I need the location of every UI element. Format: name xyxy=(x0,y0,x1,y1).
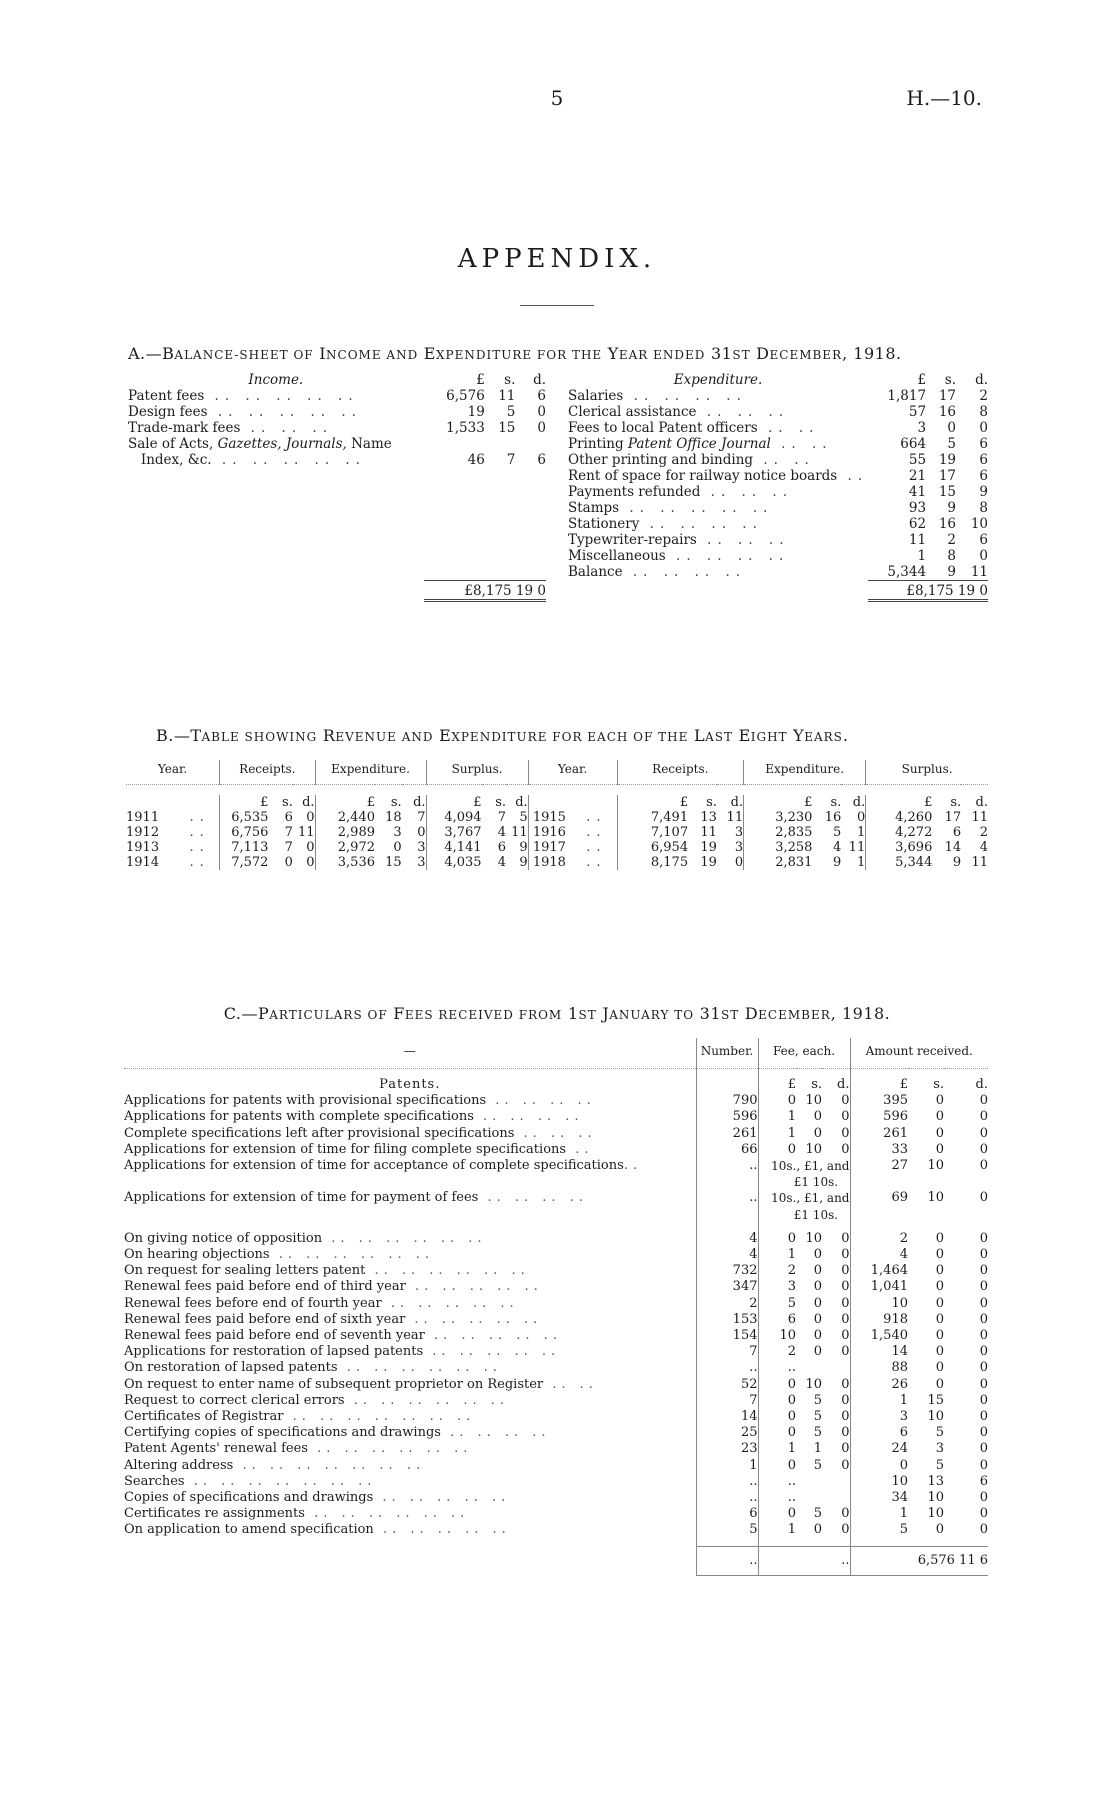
fees-total: 6,576 11 6 xyxy=(850,1547,988,1576)
income-table xyxy=(128,372,546,602)
total-row: .. .. 6,576 11 6 xyxy=(124,1547,988,1576)
table-row: Applications for patents with provisional specifications .. .. .. .. 790 0 10 0 395 0 0 xyxy=(124,1093,988,1109)
expenditure-row: Balance .. .. .. .. 5,344 9 11 xyxy=(568,564,988,580)
section-b-heading: B.—TABLE SHOWING REVENUE AND EXPENDITURE FOR EACH OF THE LAST EIGHT YEARS. xyxy=(156,726,849,745)
income-row: Sale of Acts, Gazettes, Journals, Name Index, &c. .. .. .. .. .. 46 7 6 xyxy=(128,436,546,468)
fees-table xyxy=(124,1038,988,1576)
income-row: Patent fees .. .. .. .. .. 6,576 11 6 xyxy=(128,388,546,404)
pounds-header: £ xyxy=(476,372,485,388)
income-row: Design fees .. .. .. .. .. 19 5 0 xyxy=(128,404,546,420)
income-label: Income. xyxy=(248,372,304,388)
expenditure-row: Stamps .. .. .. .. .. 93 9 8 xyxy=(568,500,988,516)
table-row: Certificates re assignments .. .. .. .. .. .. 6 0 5 0 1 10 0 xyxy=(124,1506,988,1522)
table-row: Applications for extension of time for acceptance of complete specifications.. .. 10s., £1, and £1 10s. 27 10 0 xyxy=(124,1158,988,1190)
revenue-expenditure-table xyxy=(126,760,988,870)
table-row: On request for sealing letters patent .. .. .. .. .. .. 732 2 0 0 1,464 0 0 xyxy=(124,1263,988,1279)
table-row: 1913 .. 7,113 7 0 2,972 0 3 4,141 6 9 1917 .. 6,954 19 3 3,258 4 11 3,696 14 4 xyxy=(126,840,988,855)
income-row: Trade-mark fees .. .. .. 1,533 15 0 xyxy=(128,420,546,436)
expenditure-row: Typewriter-repairs .. .. .. 11 2 6 xyxy=(568,532,988,548)
table-row: On application to amend specification .. .. .. .. .. 5 1 0 0 5 0 0 xyxy=(124,1522,988,1538)
table-row: Request to correct clerical errors .. .. .. .. .. .. 7 0 5 0 1 15 0 xyxy=(124,1392,988,1408)
table-row: Patent Agents' renewal fees .. .. .. .. .. .. 23 1 1 0 24 3 0 xyxy=(124,1441,988,1457)
section-c-heading: C.—PARTICULARS OF FEES RECEIVED FROM 1ST JANUARY TO 31ST DECEMBER, 1918. xyxy=(223,1004,891,1023)
table-row: Renewal fees paid before end of seventh year .. .. .. .. .. 154 10 0 0 1,540 0 0 xyxy=(124,1328,988,1344)
table-row: Certifying copies of specifications and drawings .. .. .. .. 25 0 5 0 6 5 0 xyxy=(124,1425,988,1441)
expenditure-row: Salaries .. .. .. .. 1,817 17 2 xyxy=(568,388,988,404)
shillings-header: s. xyxy=(504,372,516,388)
table-row: On giving notice of opposition .. .. .. .. .. .. 4 0 10 0 2 0 0 xyxy=(124,1230,988,1246)
expenditure-row: Printing Patent Office Journal .. .. 664 5 6 xyxy=(568,436,988,452)
expenditure-row: Miscellaneous .. .. .. .. 1 8 0 xyxy=(568,548,988,564)
table-row: Renewal fees paid before end of third year .. .. .. .. .. 347 3 0 0 1,041 0 0 xyxy=(124,1279,988,1295)
money-header-row: £ s. d. £ s. d. £ s. d. £ s. d. £ s. d. £ s. d. xyxy=(126,795,988,810)
page-title: APPENDIX. xyxy=(457,244,657,274)
income-total: £8,175 19 0 xyxy=(424,580,546,600)
title-rule xyxy=(520,305,594,306)
table-header-row: Year. Receipts. Expenditure. Surplus. Year. Receipts. Expenditure. Surplus. xyxy=(126,760,988,785)
pence-header: d. xyxy=(533,372,546,388)
expenditure-row: Stationery .. .. .. .. 62 16 10 xyxy=(568,516,988,532)
table-row: Copies of specifications and drawings .. .. .. .. .. .. .. 34 10 0 xyxy=(124,1490,988,1506)
table-row: Applications for patents with complete specifications .. .. .. .. 596 1 0 0 596 0 0 xyxy=(124,1109,988,1125)
expenditure-row: Other printing and binding .. .. 55 19 6 xyxy=(568,452,988,468)
table-row: 1912 .. 6,756 7 11 2,989 3 0 3,767 4 11 1916 .. 7,107 11 3 2,835 5 1 4,272 6 2 xyxy=(126,825,988,840)
table-row: Renewal fees before end of fourth year .. .. .. .. .. 2 5 0 0 10 0 0 xyxy=(124,1295,988,1311)
patents-header-row: Patents. £ s. d. £ s. d. xyxy=(379,1077,988,1092)
table-row: Applications for extension of time for filing complete specifications .. 66 0 10 0 33 0 0 xyxy=(124,1141,988,1157)
table-row: Certificates of Registrar .. .. .. .. .. .. .. 14 0 5 0 3 10 0 xyxy=(124,1409,988,1425)
expenditure-label: Expenditure. xyxy=(673,372,763,388)
expenditure-row: Rent of space for railway notice boards .. 21 17 6 xyxy=(568,468,988,484)
table-row: Complete specifications left after provisional specifications .. .. .. 261 1 0 0 261 0 0 xyxy=(124,1125,988,1141)
table-row: Applications for restoration of lapsed patents .. .. .. .. .. 7 2 0 0 14 0 0 xyxy=(124,1344,988,1360)
table-row: Applications for extension of time for payment of fees .. .. .. .. .. 10s., £1, and £1 10s. 69 10 0 xyxy=(124,1190,988,1222)
table-row: On hearing objections .. .. .. .. .. .. 4 1 0 0 4 0 0 xyxy=(124,1247,988,1263)
expenditure-row: Payments refunded .. .. .. 41 15 9 xyxy=(568,484,988,500)
document-reference: H.—10. xyxy=(906,86,982,110)
table-row: Altering address .. .. .. .. .. .. .. 1 0 5 0 0 5 0 xyxy=(124,1457,988,1473)
table-row: 1911 .. 6,535 6 0 2,440 18 7 4,094 7 5 1915 .. 7,491 13 11 3,230 16 0 4,260 17 11 xyxy=(126,810,988,825)
table-row: 1914 .. 7,572 0 0 3,536 15 3 4,035 4 9 1918 .. 8,175 19 0 2,831 9 1 5,344 9 11 xyxy=(126,855,988,870)
expenditure-total: £8,175 19 0 xyxy=(868,581,988,601)
table-header-row: — Number. Fee, each. Amount received. xyxy=(124,1038,988,1069)
section-a-heading: A.—BALANCE-SHEET OF INCOME AND EXPENDITURE FOR THE YEAR ENDED 31ST DECEMBER, 1918. xyxy=(128,344,902,363)
table-row: Renewal fees paid before end of sixth year .. .. .. .. .. 153 6 0 0 918 0 0 xyxy=(124,1311,988,1327)
table-row: On restoration of lapsed patents .. .. .. .. .. .. .. .. 88 0 0 xyxy=(124,1360,988,1376)
expenditure-row: Clerical assistance .. .. .. 57 16 8 xyxy=(568,404,988,420)
expenditure-table: Expenditure. £ s. d. Salaries .. .. .. .. 1,817 17 2 Clerical assistance .. .. .. 57 16 8 Fees to local Patent officers .. .. 3 0 0 Printing Patent Office Journal .. .. 664 5 6 Other printing and binding .. .. 55 19 6 Rent of space for railway notice boards .. 21 17 6 Payments refunded .. .. .. 41 15 9 Stamps .. .. .. .. .. 93 9 8 Stationery .. .. .. .. 62 16 10 Typewriter-repairs .. .. .. 11 2 6 Miscellaneous .. .. .. .. 1 8 0 Balance .. .. .. .. 5,344 9 11 £8,175 19 0 xyxy=(568,372,988,599)
expenditure-row: Fees to local Patent officers .. .. 3 0 0 xyxy=(568,420,988,436)
table-row: On request to enter name of subsequent proprietor on Register .. .. 52 0 10 0 26 0 0 xyxy=(124,1376,988,1392)
table-row: Searches .. .. .. .. .. .. .. .. .. 10 13 6 xyxy=(124,1473,988,1489)
page-number: 5 xyxy=(550,86,564,110)
